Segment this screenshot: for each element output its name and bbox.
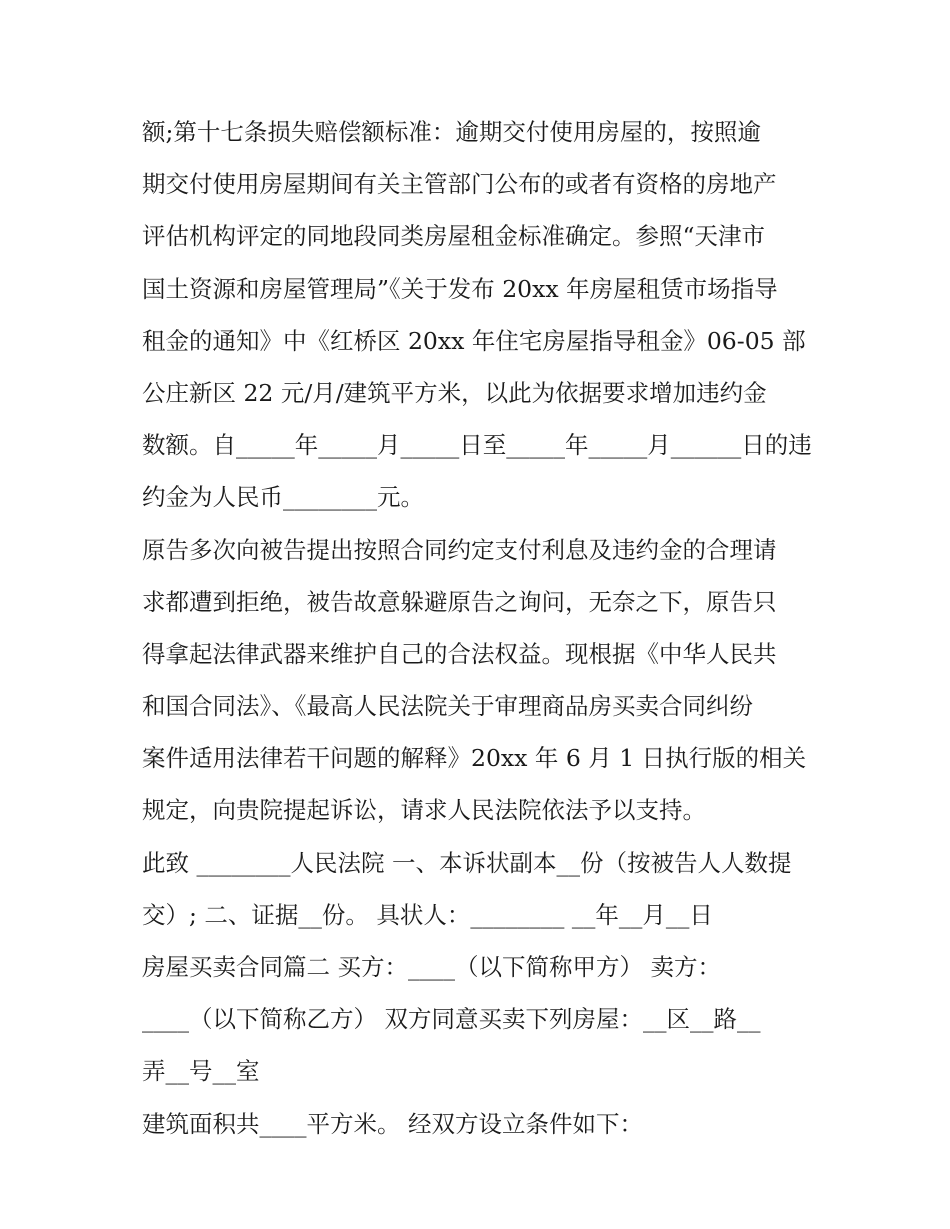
- text-line: 得拿起法律武器来维护自己的合法权益。现根据《中华人民共: [142, 639, 777, 668]
- text-line: 原告多次向被告提出按照合同约定支付利息及违约金的合理请: [142, 535, 777, 564]
- text-line: 数额。自_____年_____月_____日至_____年_____月______日的违: [142, 431, 812, 460]
- text-line: 案件适用法律若干问题的解释》20xx 年 6 月 1 日执行版的相关: [142, 744, 807, 773]
- text-line: 求都遭到拒绝，被告故意躲避原告之询问，无奈之下，原告只: [142, 587, 777, 616]
- text-line: 租金的通知》中《红桥区 20xx 年住宅房屋指导租金》06-05 部: [142, 326, 806, 355]
- text-line: ____（以下简称乙方） 双方同意买卖下列房屋：__区__路__: [142, 1005, 761, 1034]
- text-line: 额;第十七条损失赔偿额标准：逾期交付使用房屋的，按照逾: [142, 118, 761, 146]
- text-line: 房屋买卖合同篇二 买方：____（以下简称甲方） 卖方：: [142, 953, 721, 981]
- document-body: [142, 106, 822, 1150]
- text-line: 约金为人民币________元。: [142, 483, 424, 512]
- text-line: 规定，向贵院提起诉讼，请求人民法院依法予以支持。: [142, 796, 706, 825]
- text-line: 评估机构评定的同地段同类房屋租金标准确定。参照“天津市: [142, 222, 766, 251]
- text-line: 建筑面积共____平方米。 经双方设立条件如下：: [142, 1109, 643, 1138]
- text-line: 弄__号__室: [142, 1057, 260, 1086]
- text-line: 国土资源和房屋管理局”《关于发布 20xx 年房屋租赁市场指导: [142, 274, 778, 303]
- text-line: 期交付使用房屋期间有关主管部门公布的或者有资格的房地产: [142, 170, 777, 199]
- text-line: 公庄新区 22 元/月/建筑平方米，以此为依据要求增加违约金: [142, 378, 767, 407]
- text-line: 和国合同法》、《最高人民法院关于审理商品房买卖合同纠纷: [142, 692, 753, 721]
- text-line: 交）; 二、证据__份。 具状人：________ __年__月__日: [142, 900, 713, 929]
- text-line: 此致 ________人民法院 一、本诉状副本__份（按被告人人数提: [142, 848, 792, 877]
